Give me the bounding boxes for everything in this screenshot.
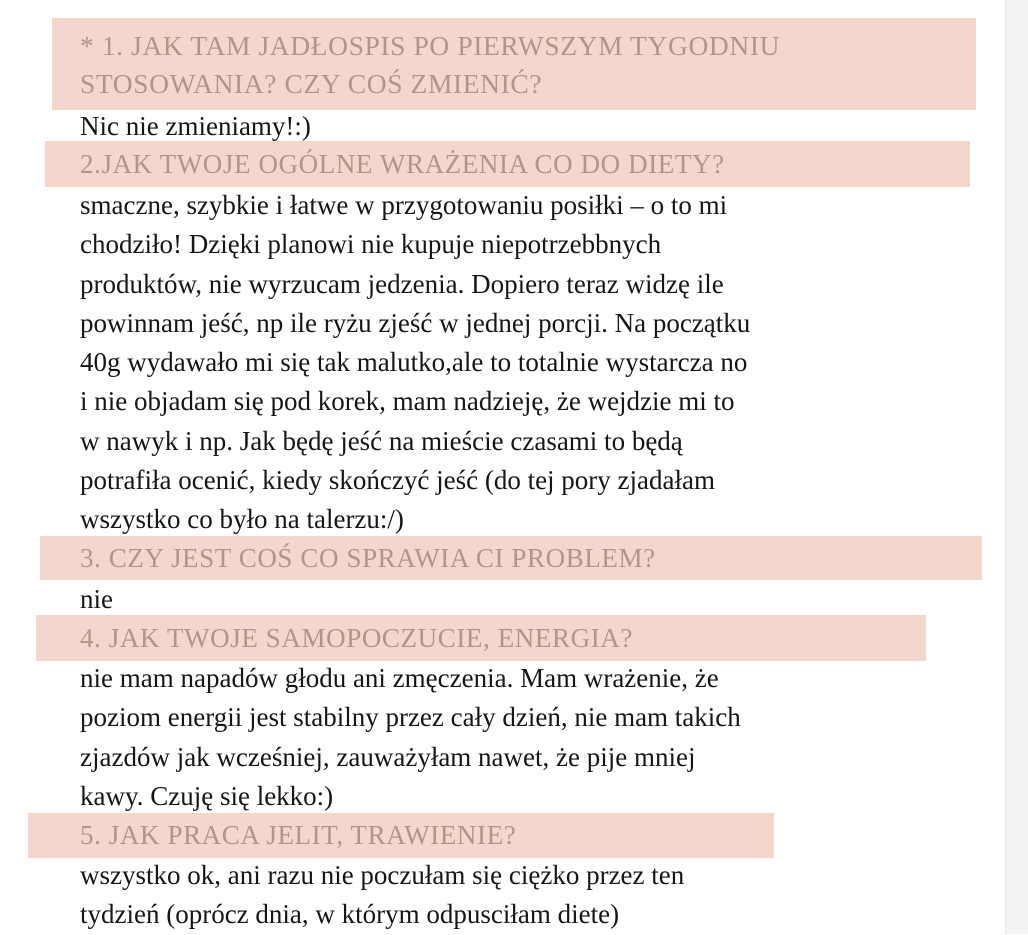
answer-4-line-3: zjazdów jak wcześniej, zauważyłam nawet, że pije mniej: [80, 741, 696, 772]
answer-4: [80, 659, 741, 816]
answer-5-line-2: tydzień (oprócz dnia, w którym odpusciłam diete): [80, 899, 620, 930]
question-5: [80, 817, 516, 853]
question-2: [80, 146, 725, 182]
answer-2-line-6: i nie objadam się pod korek, mam nadzieję, że wejdzie mi to: [80, 386, 735, 417]
question-3-line-1: 3. CZY JEST COŚ CO SPRAWIA CI PROBLEM?: [80, 543, 656, 573]
answer-4-line-2: poziom energii jest stabilny przez cały dzień, nie mam takich: [80, 702, 741, 733]
answer-2-line-8: potrafiła ocenić, kiedy skończyć jeść (do tej pory zjadałam: [80, 465, 715, 496]
answer-2: [80, 186, 750, 540]
answer-5: [80, 856, 684, 935]
answer-2-line-4: powinnam jeść, np ile ryżu zjeść w jednej porcji. Na początku: [80, 307, 751, 338]
answer-1-line-1: Nic nie zmieniamy!:): [80, 111, 311, 141]
question-2-line-1: 2.JAK TWOJE OGÓLNE WRAŻENIA CO DO DIETY?: [80, 149, 725, 179]
answer-2-line-5: 40g wydawało mi się tak malutko,ale to totalnie wystarcza no: [80, 347, 748, 378]
answer-2-line-1: smaczne, szybkie i łatwe w przygotowaniu posiłki – o to mi: [80, 190, 728, 220]
answer-5-line-1: wszystko ok, ani razu nie poczułam się ciężko przez ten: [80, 860, 685, 890]
question-1-line-1: * 1. JAK TAM JADŁOSPIS PO PIERWSZYM TYGODNIU: [80, 30, 781, 61]
answer-4-line-4: kawy. Czuję się lekko:): [80, 780, 334, 811]
answer-2-line-2: chodziło! Dzięki planowi nie kupuje niepotrzebbnych: [80, 229, 662, 260]
answer-2-line-7: w nawyk i np. Jak będę jeść na mieście czasami to będą: [80, 425, 683, 456]
question-3: [80, 540, 656, 576]
answer-2-line-9: wszystko co było na talerzu:/): [80, 504, 404, 535]
question-4: [80, 620, 633, 656]
question-1: [80, 27, 780, 103]
answer-3: [80, 580, 113, 619]
question-1-line-2: STOSOWANIA? CZY COŚ ZMIENIĆ?: [80, 68, 543, 99]
question-5-line-1: 5. JAK PRACA JELIT, TRAWIENIE?: [80, 820, 517, 850]
answer-4-line-1: nie mam napadów głodu ani zmęczenia. Mam wrażenie, że: [80, 663, 719, 693]
answer-2-line-3: produktów, nie wyrzucam jedzenia. Dopiero teraz widzę ile: [80, 268, 724, 299]
answer-3-line-1: nie: [80, 584, 113, 614]
question-4-line-1: 4. JAK TWOJE SAMOPOCZUCIE, ENERGIA?: [80, 623, 633, 653]
page-gutter: [1005, 0, 1028, 934]
